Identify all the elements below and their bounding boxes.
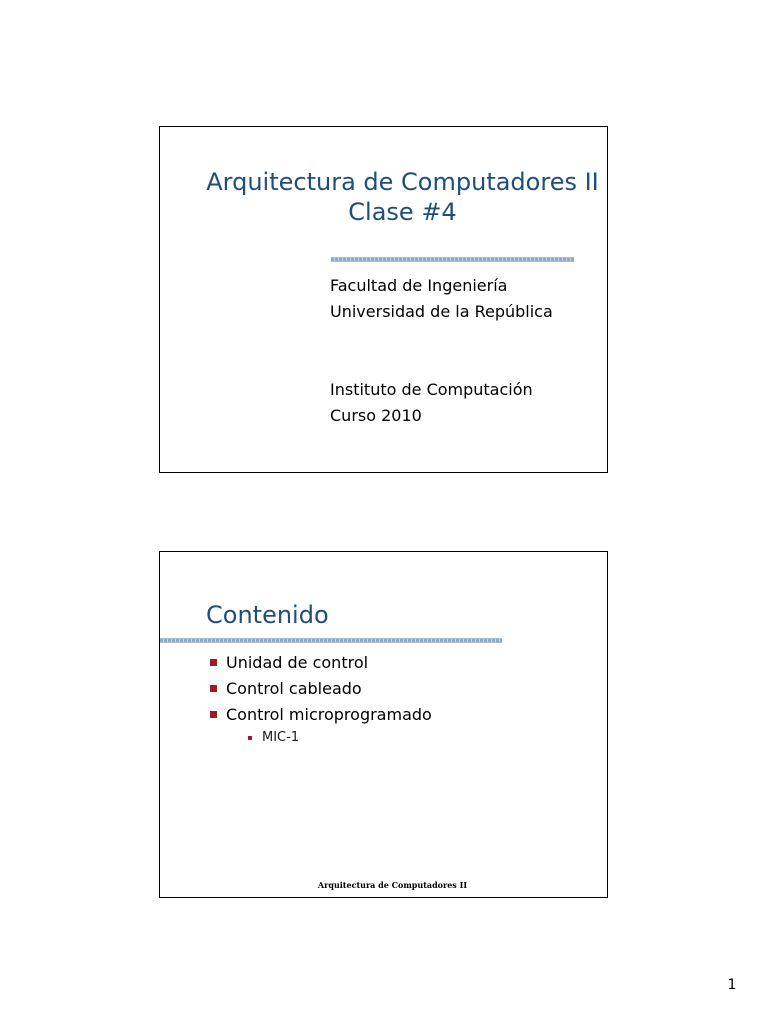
title-slide: [159, 126, 608, 473]
title-line-2: Clase #4: [348, 198, 457, 226]
list-item-text: Unidad de control: [226, 653, 369, 672]
title-line-1: Arquitectura de Computadores II: [206, 168, 599, 196]
contents-slide: [159, 551, 608, 898]
list-item: [208, 676, 432, 702]
faculty-name: Facultad de Ingeniería: [330, 276, 508, 295]
square-bullet-icon: [210, 659, 217, 666]
bullet-list: [208, 650, 432, 748]
sub-list-item-text: MIC-1: [262, 730, 300, 745]
slide-heading: Contenido: [206, 601, 329, 629]
square-bullet-icon: [210, 711, 217, 718]
institute-name: Instituto de Computación: [330, 380, 533, 399]
square-bullet-icon: [248, 736, 252, 740]
list-item: [208, 650, 432, 676]
decorative-rule: [160, 638, 502, 643]
list-item-text: Control cableado: [226, 679, 362, 698]
faculty-block: [330, 273, 553, 325]
slide-title: [160, 167, 607, 227]
list-item-text: Control microprogramado: [226, 705, 432, 724]
square-bullet-icon: [210, 685, 217, 692]
page-number: 1: [727, 977, 737, 993]
course-year: Curso 2010: [330, 406, 422, 425]
sub-list-item: [226, 728, 432, 748]
slide-footer: Arquitectura de Computadores II: [317, 880, 468, 890]
sub-bullet-list: [226, 728, 432, 748]
decorative-rule: [331, 257, 574, 262]
list-item: [208, 702, 432, 748]
university-name: Universidad de la República: [330, 302, 553, 321]
institute-block: [330, 377, 533, 429]
